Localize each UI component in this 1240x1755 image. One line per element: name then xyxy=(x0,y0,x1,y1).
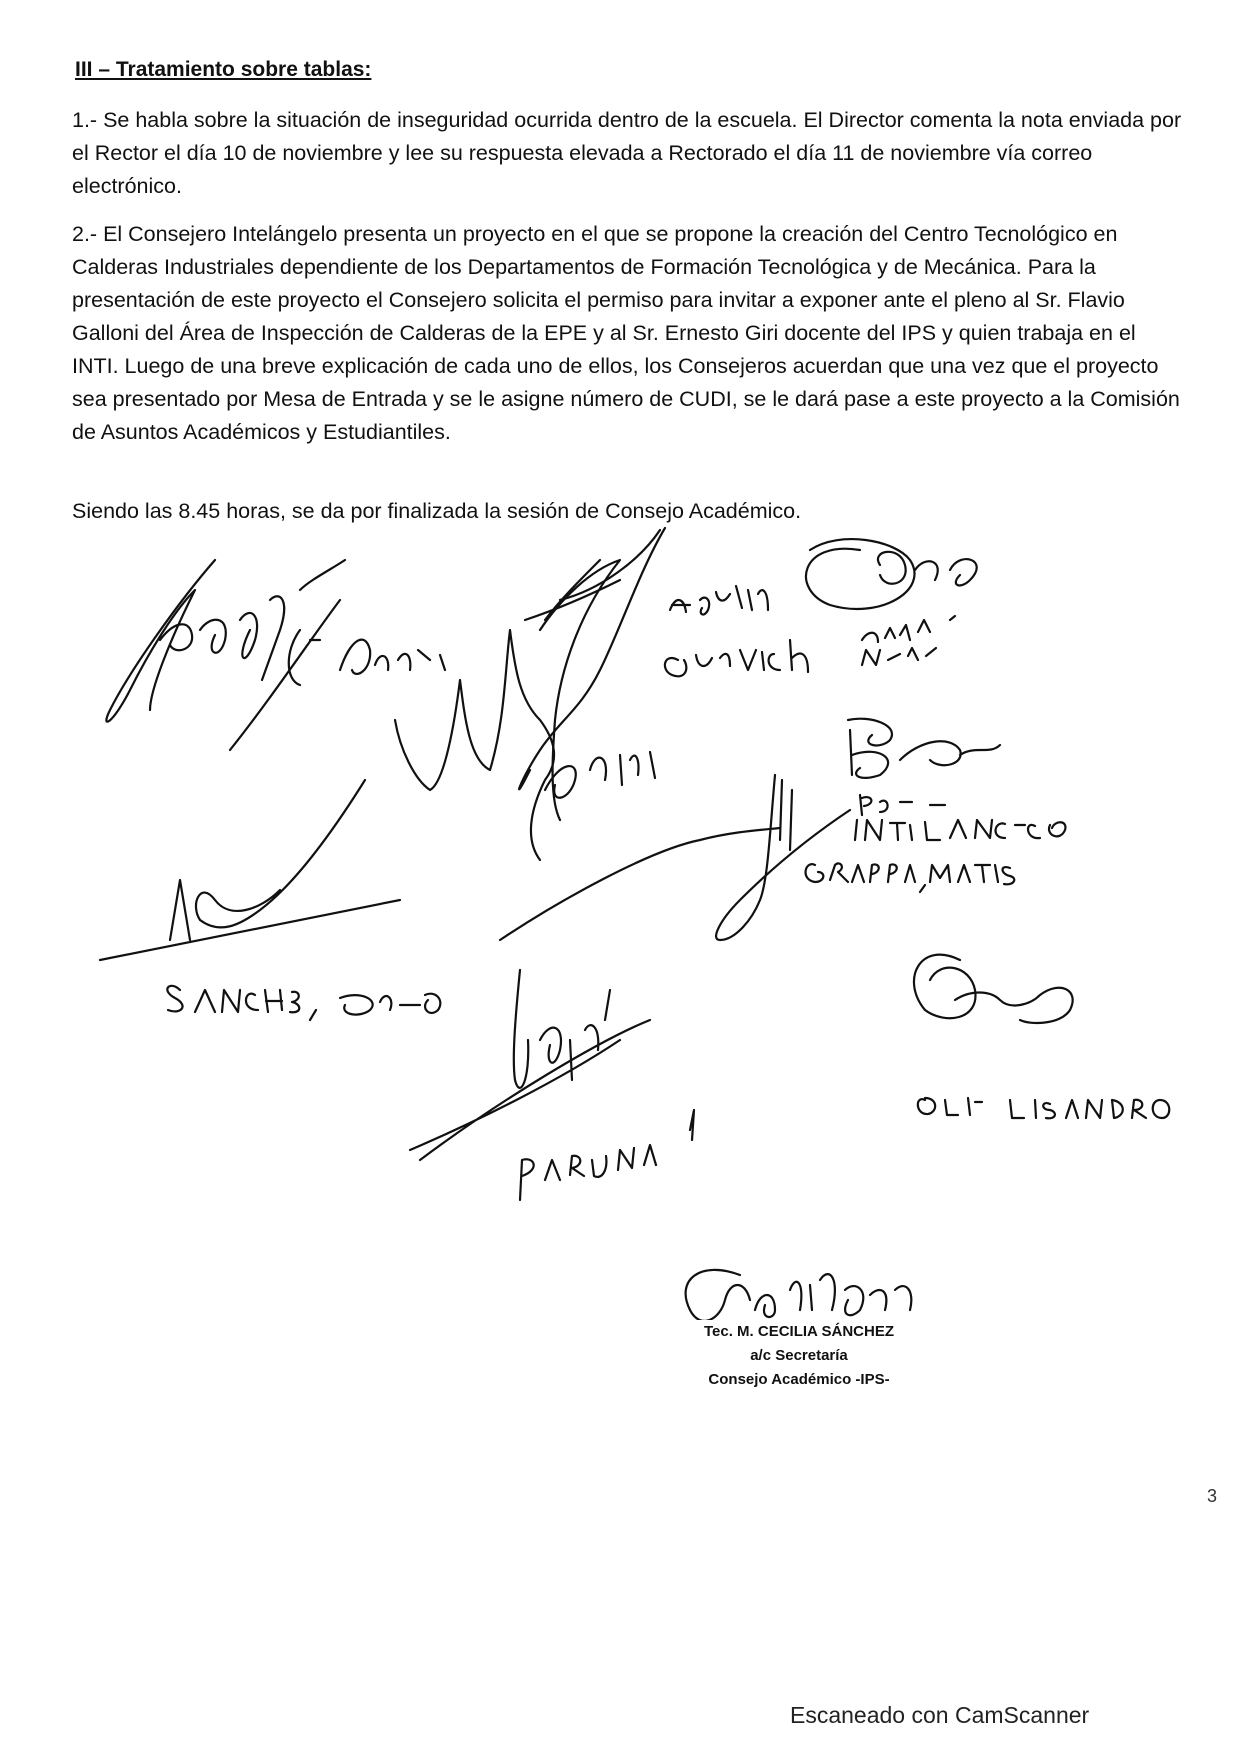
signature-orona xyxy=(806,539,977,665)
signature-label-gurvich: Agustín Gurvich xyxy=(700,630,708,631)
signature-label-orona: ORONA NELIDA xyxy=(880,650,888,651)
secretary-signature-block xyxy=(684,1320,914,1392)
signature-label-sanchez-diego: SANCHEZ, DIEGO xyxy=(250,1000,259,1001)
signature-label-grappa: GRAPPA, MATÍAS xyxy=(900,880,909,881)
scanner-watermark: Escaneado con CamScanner xyxy=(790,1702,1090,1728)
signature-olmi xyxy=(914,955,1169,1119)
signature-intelangelo xyxy=(848,719,1065,840)
signature-center xyxy=(395,560,780,940)
signatures-area xyxy=(0,520,1240,1320)
signature-sanchez-diego xyxy=(100,780,440,1020)
paragraph-closing: Siendo las 8.45 horas, se da por finalizada la sesión de Consejo Académico. xyxy=(72,499,802,523)
signature-label-intelangelo: BOONE INTELANGELO xyxy=(900,820,911,821)
stray-mark: 3 xyxy=(1207,1486,1218,1506)
signature-grappa xyxy=(716,775,1014,940)
signature-gurvich xyxy=(519,528,808,789)
paragraph-1: 1.- Se habla sobre la situación de inseguridad ocurrida dentro de la escuela. El Director comenta la nota enviada por el Rector el día 10 de noviembre y lee su respuesta elevada a Rectorado el día 11 de noviembre vía correo electrónico. xyxy=(72,108,1182,198)
section-heading: III – Tratamiento sobre tablas: xyxy=(75,58,372,81)
paragraph-2: 2.- El Consejero Intelángelo presenta un proyecto en el que se propone la creación del Centro Tecnológico en Calderas Industriales dependiente de los Departamentos de Formación Tecnológica y de Mecánica. Para la presentación de este proyecto el Consejero solicita el permiso para invitar a exponer ante el pleno al Sr. Flavio Galloni del Área de Inspección de Calderas de la EPE y al Sr. Ernesto Giri docente del IPS y quien trabaja en el INTI. Luego de una breve explicación de cada uno de ellos, los Consejeros acuerdan que una vez que el proyecto sea presentado por Mesa de Entrada y se le asigne número de CUDI, se le dará pase a este proyecto a la Comisión de Asuntos Académicos y Estudiantiles. xyxy=(72,222,1180,444)
secretary-office: Consejo Académico -IPS- xyxy=(708,1371,890,1388)
signature-paruna xyxy=(410,970,694,1200)
signature-label-olmi: OLMI LISANDRO xyxy=(1000,1110,1008,1111)
signature-label-pomi: G. Pomi xyxy=(300,655,304,656)
secretary-role: a/c Secretaría xyxy=(750,1347,848,1364)
secretary-name: Tec. M. CECILIA SÁNCHEZ xyxy=(703,1323,894,1340)
signature-secretary xyxy=(686,1270,912,1320)
signature-label-paruna: PARUNA J xyxy=(560,1170,565,1171)
